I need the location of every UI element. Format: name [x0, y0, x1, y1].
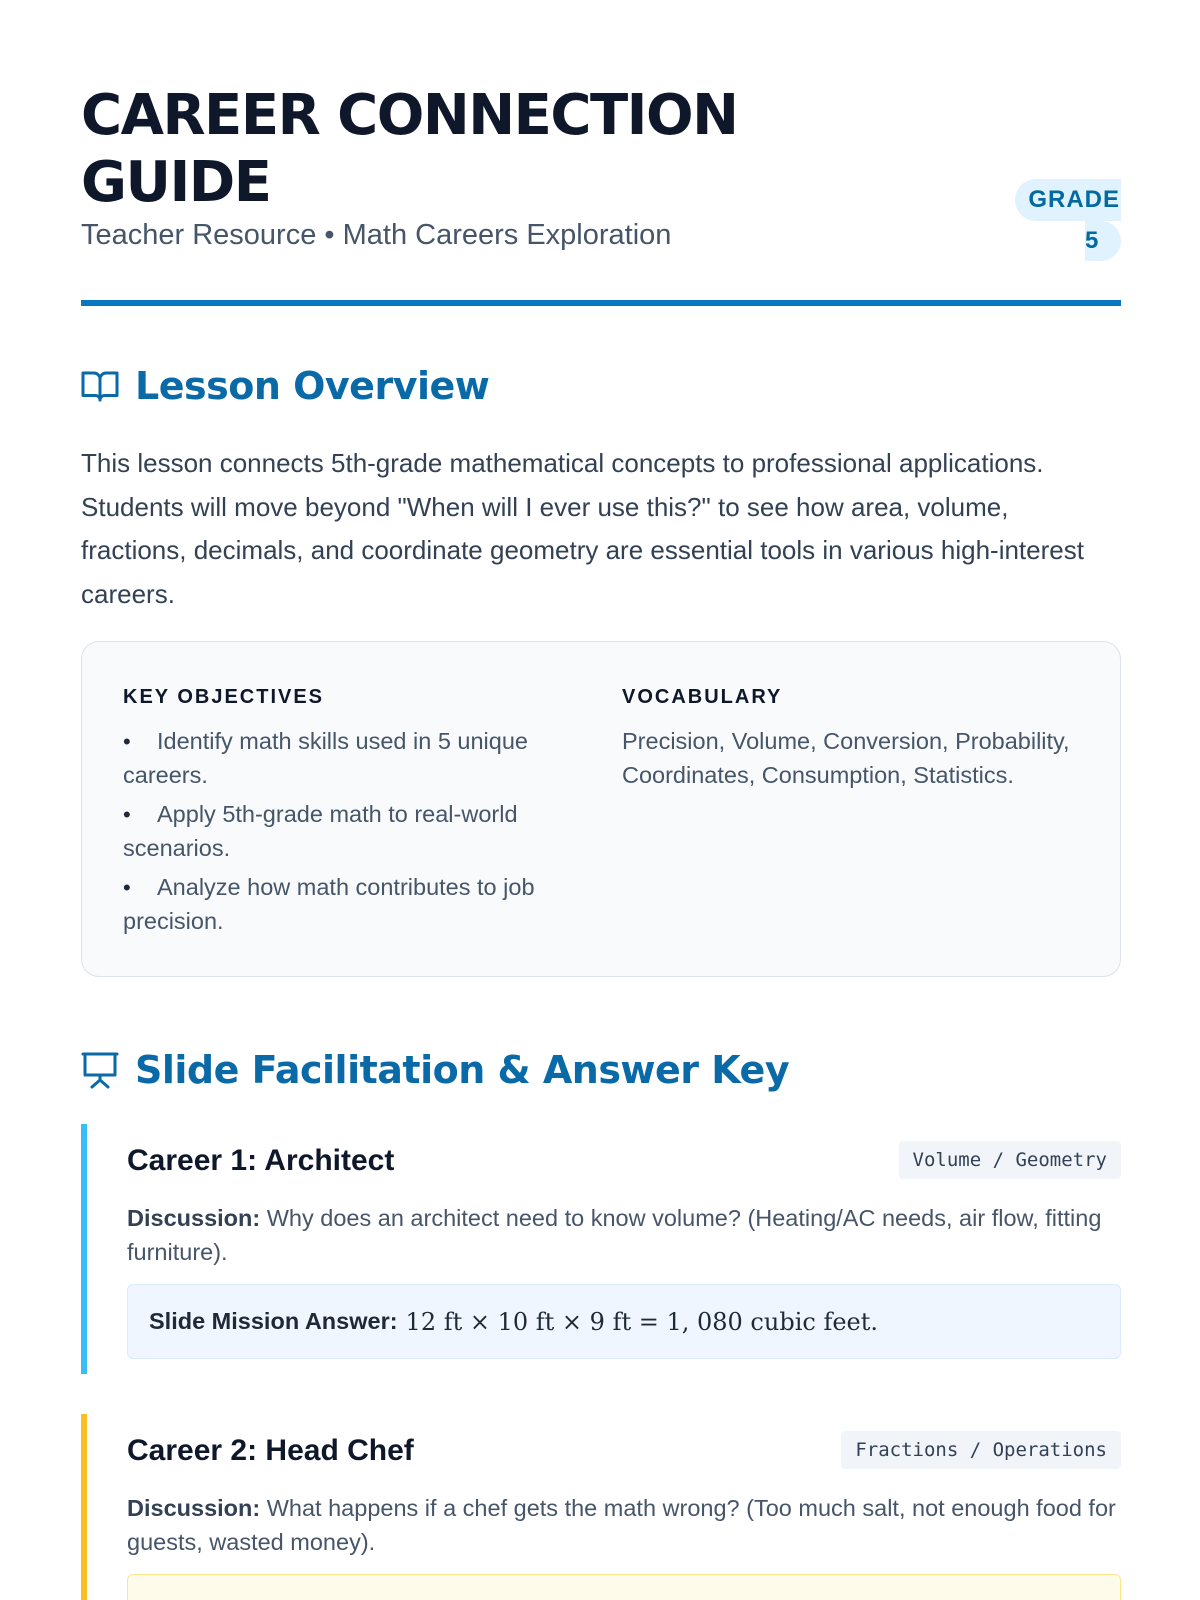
slide-mission-answer: [127, 1284, 1121, 1359]
key-objectives-heading: KEY OBJECTIVES: [123, 686, 325, 708]
slide-facilitation-heading: [81, 1046, 789, 1094]
slide-mission-answer: [127, 1574, 1121, 1600]
career-card-architect: [81, 1124, 1121, 1374]
key-objectives: [123, 686, 573, 944]
page-header: [81, 80, 1121, 306]
lesson-overview-heading: [81, 362, 489, 410]
vocabulary-heading: VOCABULARY: [622, 686, 783, 708]
career-skill-tag: Volume / Geometry: [899, 1141, 1121, 1179]
open-book-icon: [81, 366, 121, 406]
answer-value: 12 ft × 10 ft × 9 ft = 1, 080 cubic feet.: [405, 1307, 878, 1336]
career-card-head-chef: [81, 1414, 1121, 1600]
grade-badge-value: 5: [1085, 227, 1099, 254]
list-item: • Analyze how math contributes to job precision.: [123, 874, 535, 934]
vocabulary: [622, 686, 1072, 792]
slide-facilitation-title: Slide Facilitation & Answer Key: [135, 1048, 790, 1092]
grade-badge: [1015, 179, 1121, 261]
list-item: • Apply 5th-grade math to real-world scenarios.: [123, 801, 518, 861]
vocabulary-text: Precision, Volume, Conversion, Probability, Coordinates, Consumption, Statistics.: [622, 728, 1070, 788]
grade-badge-label: GRADE: [1015, 179, 1121, 221]
career-accent-bar: [81, 1414, 87, 1600]
career-title: Career 1: Architect: [127, 1144, 395, 1177]
career-guide-page: [81, 0, 1121, 1600]
career-accent-bar: [81, 1124, 87, 1374]
list-item: • Identify math skills used in 5 unique careers.: [123, 728, 528, 788]
key-objectives-list: [123, 725, 573, 938]
career-discussion: Discussion: Why does an architect need to know volume? (Heating/AC needs, air flow, fitting furniture).: [127, 1205, 1102, 1265]
answer-label: Slide Mission Answer:: [149, 1308, 398, 1334]
page-subtitle: Teacher Resource • Math Careers Exploration: [81, 219, 672, 251]
header-divider: [81, 300, 1121, 306]
career-discussion: Discussion: What happens if a chef gets the math wrong? (Too much salt, not enough food for guests, wasted money).: [127, 1495, 1116, 1555]
lesson-overview-text: This lesson connects 5th-grade mathematical concepts to professional applications. Students will move beyond "When will I ever use this?" to see how area, volume, fractions, decimals, and coordinate geometry are essential tools in various high-interest careers.: [81, 448, 1084, 609]
career-skill-tag: Fractions / Operations: [841, 1431, 1121, 1469]
page-title: CAREER CONNECTION GUIDE: [81, 83, 738, 215]
presentation-screen-icon: [81, 1050, 121, 1090]
objectives-vocabulary-box: [81, 641, 1121, 977]
grade-badge-value-wrap: [1085, 221, 1121, 261]
career-title: Career 2: Head Chef: [127, 1434, 414, 1467]
lesson-overview-title: Lesson Overview: [135, 364, 490, 408]
